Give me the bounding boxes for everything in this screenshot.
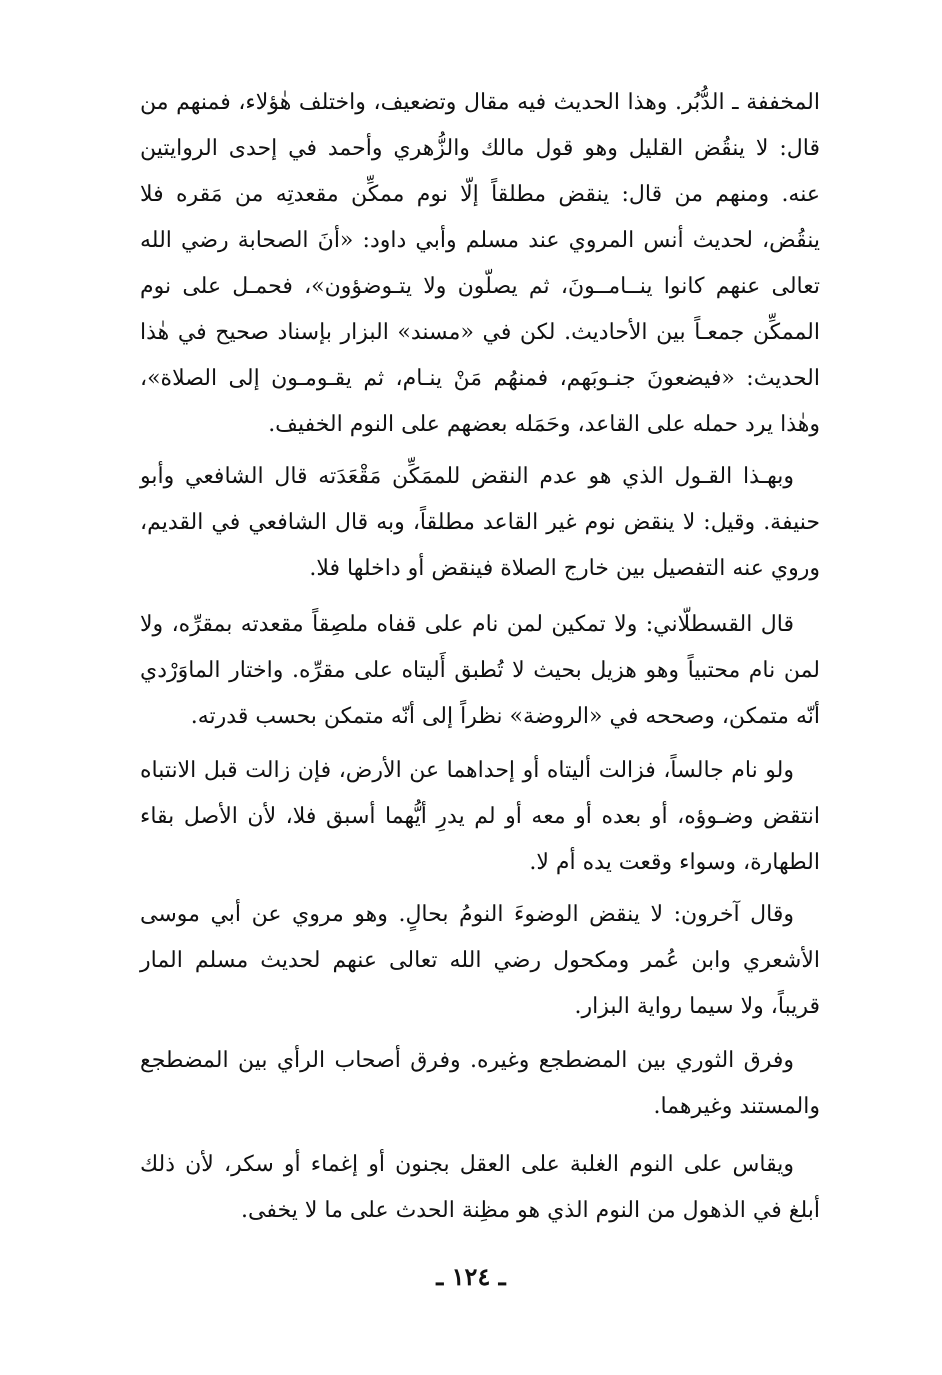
page-number: ـ ١٢٤ ـ <box>436 1262 506 1291</box>
paragraph-4: ولو نام جالساً، فزالت أليتاه أو إحداهما عن الأرض، فإن زالت قبل الانتباه انتقض وضـوؤه، أو بعده أو معه أو لم يدرِ أيُّهما أسبق فلا، لأن الأصل بقاء الطهارة، وسواء وقعت يده أم لا. <box>140 758 820 875</box>
paragraph-2: وبهـذا القـول الذي هو عدم النقض للممَكِّن مَقْعَدَته قال الشافعي وأبو حنيفة. وقيل: لا ينقض نوم غير القاعد مطلقاً، وبه قال الشافعي في القديم، وروي عنه التفصيل بين خارج الصلاة فينقض أو داخلها فلا. <box>140 464 820 581</box>
paragraph-5: وقال آخرون: لا ينقض الوضوءَ النومُ بحالٍ. وهو مروي عن أبي موسى الأشعري وابن عُمر ومكحول رضي الله تعالى عنهم لحديث مسلم المار قريباً، ولا سيما رواية البزار. <box>140 902 820 1019</box>
paragraph-6: وفرق الثوري بين المضطجع وغيره. وفرق أصحاب الرأي بين المضطجع والمستند وغيرهما. <box>140 1048 820 1119</box>
paragraph-3: قال القسطلّاني: ولا تمكين لمن نام على قفاه ملصِقاً مقعدته بمقرِّه، ولا لمن نام محتبياً وهو هزيل بحيث لا تُطبق أَليتاه على مقرِّه. واختار الماوَرْدي أنّه متمكن، وصححه في «الروضة» نظراً إلى أنّه متمكن بحسب قدرته. <box>140 612 820 729</box>
paragraph-7: ويقاس على النوم الغلبة على العقل بجنون أو إغماء أو سكر، لأن ذلك أبلغ في الذهول من النوم الذي هو مظِنة الحدث على ما لا يخفى. <box>140 1152 820 1223</box>
paragraph-1: المخففة ـ الدُّبُر. وهذا الحديث فيه مقال وتضعيف، واختلف هٰؤلاء، فمنهم من قال: لا ينقُض القليل وهو قول مالك والزُّهري وأحمد في إحدى الروايتين عنه. ومنهم من قال: ينقض مطلقاً إلّا نوم ممكِّن مقعدتِه من مَقره فلا ينقُض، لحديث أنس المروي عند مسلم وأبي داود: «أنَ الصحابة رضي الله تعالى عنهم كانوا ينــامــونَ، ثم يصلّون ولا يتـوضؤون»، فحمـل على نوم الممكِّن جمعـاً بين الأحاديث. لكن في «مسند» البزار بإسناد صحيح في هٰذا الحديث: «فيضعونَ جنـوبَهم، فمنهُم مَنْ ينـام، ثم يقـومـون إلى الصلاة»، وهٰذا يرد حمله على القاعد، وحَمَله بعضهم على النوم الخفيف. <box>140 90 820 437</box>
